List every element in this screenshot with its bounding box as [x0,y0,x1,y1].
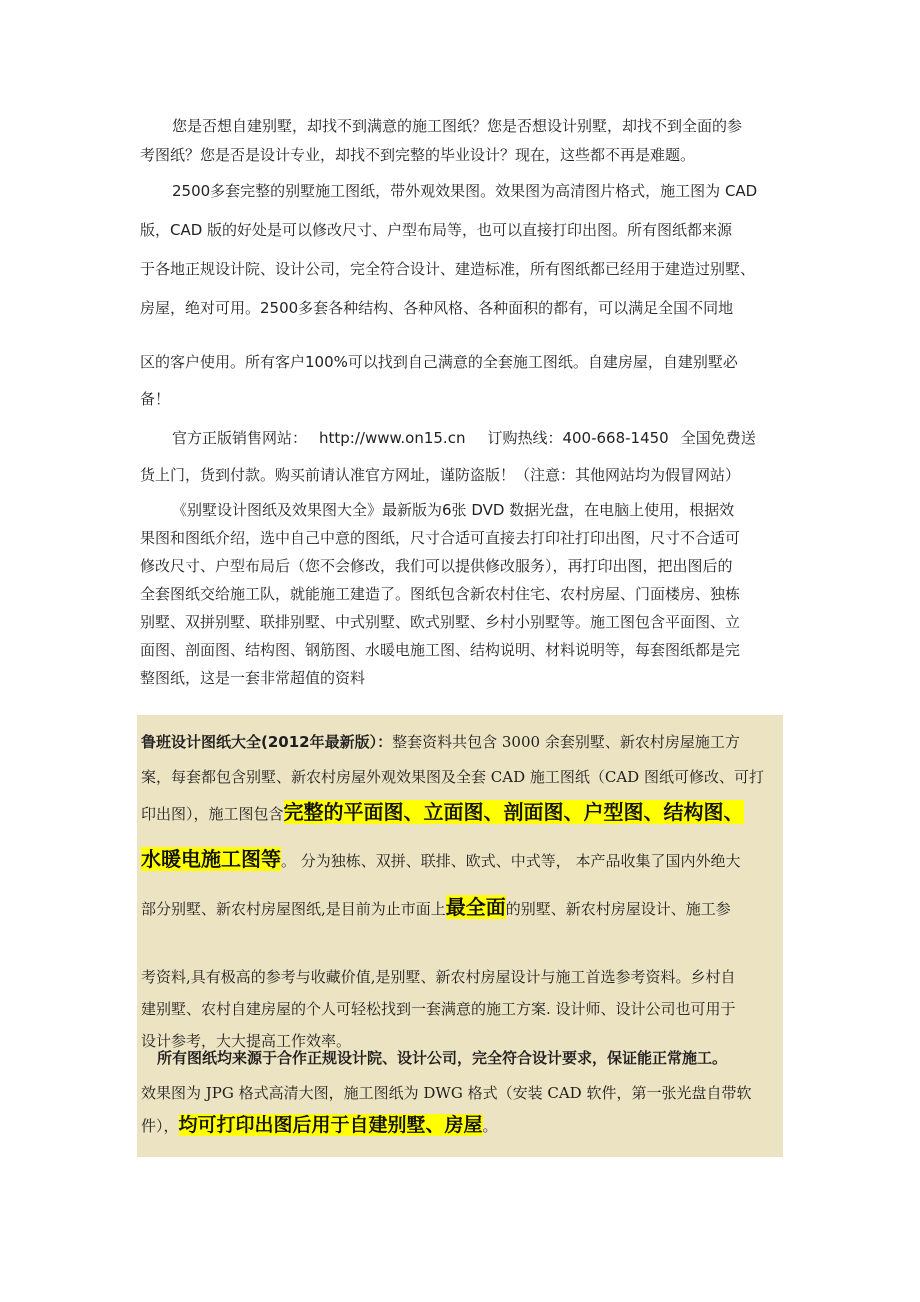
highlight-text: 水暖电施工图等 [141,847,281,871]
site-label: 官方正版销售网站： [172,429,308,447]
product-paragraph: 2500多套完整的别墅施工图纸，带外观效果图。效果图为高清图片格式，施工图为 CAD 版，CAD 版的好处是可以修改尺寸、户型布局等，也可以直接打印出图。所有图纸都来源 于各地正规设计院、设计公司，完全符合设计、建造标准，所有图纸都已经用于建造过别墅、 房屋，绝对可用。2500多套各种结构、各种风格、各种面积的都有，可以满足全国不同地 [140,182,758,317]
highlight-text: 均可打印出图后用于自建别墅、房屋 [178,1114,483,1136]
promo-body-cont: 考资料,具有极高的参考与收藏价值,是别墅、新农村房屋设计与施工首选参考资料。乡村自 建别墅、农村自建房屋的个人可轻松找到一套满意的施工方案. 设计师、设计公司也可用于 设计参考，大大提高工作效率。 [141,968,736,1050]
promo-intro: 鲁班设计图纸大全(2012年最新版）：整套资料共包含 3000 余套别墅、新农村房屋施工方 案，每套都包含别墅、新农村房屋外观效果图及全套 CAD 施工图纸（CAD 图纸可修改、可打 印出图），施工图包含完整的平面图、立面图、剖面图、户型图、结构图、 [141,733,764,824]
promo-box [137,715,783,1157]
highlight-text: 完整的平面图、立面图、剖面图、户型图、结构图、 [283,800,744,824]
highlight-text: 最全面 [445,895,506,919]
intro-paragraph: 您是否想自建别墅，却找不到满意的施工图纸？您是否想设计别墅，却找不到全面的参 考图纸？您是否是设计专业，却找不到完整的毕业设计？现在，这些都不再是难题。 [140,117,743,164]
site-url-link[interactable]: http://www.on15.cn [319,429,466,447]
product-paragraph-end: 区的客户使用。所有客户100%可以找到自己满意的全套施工图纸。自建房屋，自建别墅必 备！ [140,353,738,408]
hotline: 订购热线：400-668-1450 [487,429,669,447]
contact-paragraph: 官方正版销售网站： http://www.on15.cn 订购热线：400-668-1450 全国免费送 货上门，货到付款。购买前请认准官方网址，谨防盗版！（注意：其他网站均为假冒网站） [140,429,756,484]
guarantee-text: 所有图纸均来源于合作正规设计院、设计公司，完全符合设计要求，保证能正常施工。 [157,1049,728,1067]
promo-body: 水暖电施工图等。 分为独栋、双拼、联排、欧式、中式等， 本产品收集了国内外绝大 部分别墅、新农村房屋图纸,是目前为止市面上最全面的别墅、新农村房屋设计、施工参 [141,847,741,919]
promo-guarantee [141,1043,777,1074]
promo-format: 效果图为 JPG 格式高清大图，施工图纸为 DWG 格式（安装 CAD 软件，第一张光盘自带软 件），均可打印出图后用于自建别墅、房屋。 [141,1084,752,1136]
description-paragraph: 《别墅设计图纸及效果图大全》最新版为6张 DVD 数据光盘，在电脑上使用，根据效 果图和图纸介绍，选中自己中意的图纸，尺寸合适可直接去打印社打印出图，尺寸不合适可 修改尺寸、户型布局后（您不会修改，我们可以提供修改服务），再打印出图，把出图后的 全套图纸交给施工队，就能施工建造了。图纸包含新农村住宅、农村房屋、门面楼房、独栋 别墅、双拼别墅、联排别墅、中式别墅、欧式别墅、乡村小别墅等。施工图包含平面图、立 面图、剖面图、结构图、钢筋图、水暖电施工图、结构说明、材料说明等，每套图纸都是完 整图纸，这是一套非常超值的资料 [140,501,741,687]
promo-title: 鲁班设计图纸大全(2012年最新版）： [141,733,393,751]
